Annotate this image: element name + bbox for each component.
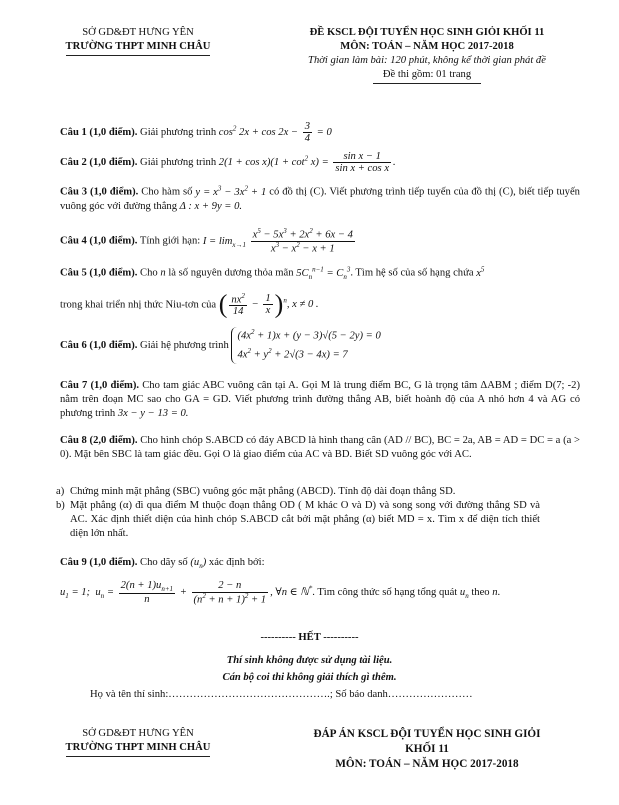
exam-time: Thời gian làm bài: 120 phút, không kể thời gian phát đề [308, 54, 546, 66]
end-marker: ---------- HẾT ---------- [260, 632, 359, 643]
exam-pages: Đề thi gồm: 01 trang [373, 68, 481, 84]
q9-formula: $u_1 = 1$; $u_n$ = $\frac{2(n + 1)u_{n+1}}{n}$ + $\frac{2 - n}{(n^2 + n + 1)^2 + 1}$ , ∀n ∈ ℕ* [60, 580, 313, 606]
q9-formula-line: $u_1 = 1$; $u_n$ = $\frac{2(n + 1)u_{n+1}}{n}$ + $\frac{2 - n}{(n^2 + n + 1)^2 + 1}$ , ∀n ∈ ℕ*. Tìm công thức số hạng tổng quát $u_n$ theo n. [60, 580, 501, 606]
answer-subject: MÔN: TOÁN – NĂM HỌC 2017-2018 [335, 757, 519, 770]
question-3: Câu 3 (1,0 điểm). Cho hàm số $y = x^3 - 3x^2 + 1$ có đồ thị (C). Viết phương trình tiếp tuyến của đồ thị (C), biết tiếp tuyến vuông góc với đường thẳng Δ : x + 9y = 0. [60, 184, 580, 212]
question-2: Câu 2 (1,0 điểm). Giải phương trình $2(1 + \cos x)(1 + \cot^2 x)$ = $\frac{\text{sin x − 1}}{\text{sin x + cos x}}$ . [60, 151, 396, 175]
header-right [252, 26, 602, 84]
note-2: Cán bộ coi thi không giải thích gì thêm. [222, 672, 397, 683]
dept-name: SỞ GD&ĐT HƯNG YÊN [82, 27, 194, 38]
question-6: Câu 6 (1,0 điểm). Giải hệ phương trình $(4x^2 + 1)x + (y - 3)√(5 - 2y) = 0$ $4x^2 + y^2 + 2√(3 - 4x) = 7$ [60, 327, 580, 364]
question-7: Câu 7 (1,0 điểm). Cho tam giác ABC vuông cân tại A. Gọi M là trung điểm BC, G là trọng tâm ΔABM ; điểm D(7; -2) nằm trên đoạn MC sao cho GA = GD. Viết phương trình đường thẳng AB, biết hoành độ của A nhỏ hơn 4 và AG có phương trình 3x − y − 13 = 0. [60, 380, 581, 419]
note-1: Thí sinh không được sử dụng tài liệu. [226, 655, 393, 666]
answer-title-2: KHỐI 11 [405, 742, 449, 755]
question-5: Câu 5 (1,0 điểm). Cho n là số nguyên dương thỏa mãn $5C_n^{n-1} = C_n^3$. Tìm hệ số của số hạng chứa $x^5$ trong khai triển nhị thức Niu-tơn của ( $\frac{nx^2}{14}$ − $\frac{1}{x}$ )$^n$, x ≠ 0 . [60, 265, 485, 319]
answer-dept-name: SỞ GD&ĐT HƯNG YÊN [82, 728, 194, 739]
candidate-info-line: Họ và tên thí sinh:……………………………………….; Số báo danh…………………… [90, 689, 473, 700]
answer-title-1: ĐÁP ÁN KSCL ĐỘI TUYỂN HỌC SINH GIỎI [313, 728, 541, 740]
answer-header-right [252, 727, 602, 771]
school-name: TRƯỜNG THPT MINH CHÂU [66, 40, 211, 56]
answer-school-name: TRƯỜNG THPT MINH CHÂU [66, 741, 211, 757]
exam-title: ĐỀ KSCL ĐỘI TUYỂN HỌC SINH GIỎI KHỐI 11 [309, 27, 545, 38]
q2-equation: $2(1 + \cos x)(1 + \cot^2 x)$ = $\frac{\text{sin x − 1}}{\text{sin x + cos x}}$ . [218, 151, 396, 175]
question-8a: a) Chứng minh mặt phẳng (SBC) vuông góc mặt phẳng (ABCD). Tính độ dài đoạn thẳng SD. [56, 486, 456, 497]
question-8: Câu 8 (2,0 điểm). Cho hình chóp S.ABCD có đáy ABCD là hình thang cân (AD // BC), BC = 2a, AB = AD = DC = a (a > 0). Mặt bên SBC là tam giác đều. Gọi O là giao điểm của AC và BD. Biết SD vuông góc với AC. [60, 435, 580, 460]
q1-equation: $\cos^2 2x + \cos 2x$ − $\frac{3}{4}$ = 0 [218, 121, 332, 145]
answer-header-left [38, 727, 238, 757]
q6-system: $(4x^2 + 1)x + (y - 3)√(5 - 2y) = 0$ $4x^2 + y^2 + 2√(3 - 4x) = 7$ [231, 327, 380, 364]
question-1: Câu 1 (1,0 điểm). Giải phương trình $\cos^2 2x + \cos 2x$ − $\frac{3}{4}$ = 0 [60, 121, 332, 145]
q4-limit: $I = \lim_{x\to 1}$ $\frac{x^5 - 5x^3 + 2x^2 + 6x - 4}{x^3 - x^2 - x + 1}$ [202, 227, 353, 255]
exam-subject: MÔN: TOÁN – NĂM HỌC 2017-2018 [340, 40, 514, 52]
question-8b: b) Mặt phẳng (α) đi qua điểm M thuộc đoạn thẳng OD ( M khác O và D) và song song với đường thẳng SD và AC. Xác định thiết diện của hình chóp S.ABCD cắt bởi mặt phẳng (α) biết MD = x. Tìm x để diện tích thiết diện lớn nhất. [56, 500, 540, 539]
question-9: Câu 9 (1,0 điểm). Cho dãy số $(u_n)$ xác định bởi: [60, 557, 265, 571]
q5-binomial: ( $\frac{nx^2}{14}$ − $\frac{1}{x}$ )$^n$, x ≠ 0 . [218, 289, 319, 319]
header-left [38, 26, 238, 56]
question-4: Câu 4 (1,0 điểm). Tính giới hạn: $I = \lim_{x\to 1}$ $\frac{x^5 - 5x^3 + 2x^2 + 6x - 4}{x^3 - x^2 - x + 1}$ [60, 228, 580, 254]
